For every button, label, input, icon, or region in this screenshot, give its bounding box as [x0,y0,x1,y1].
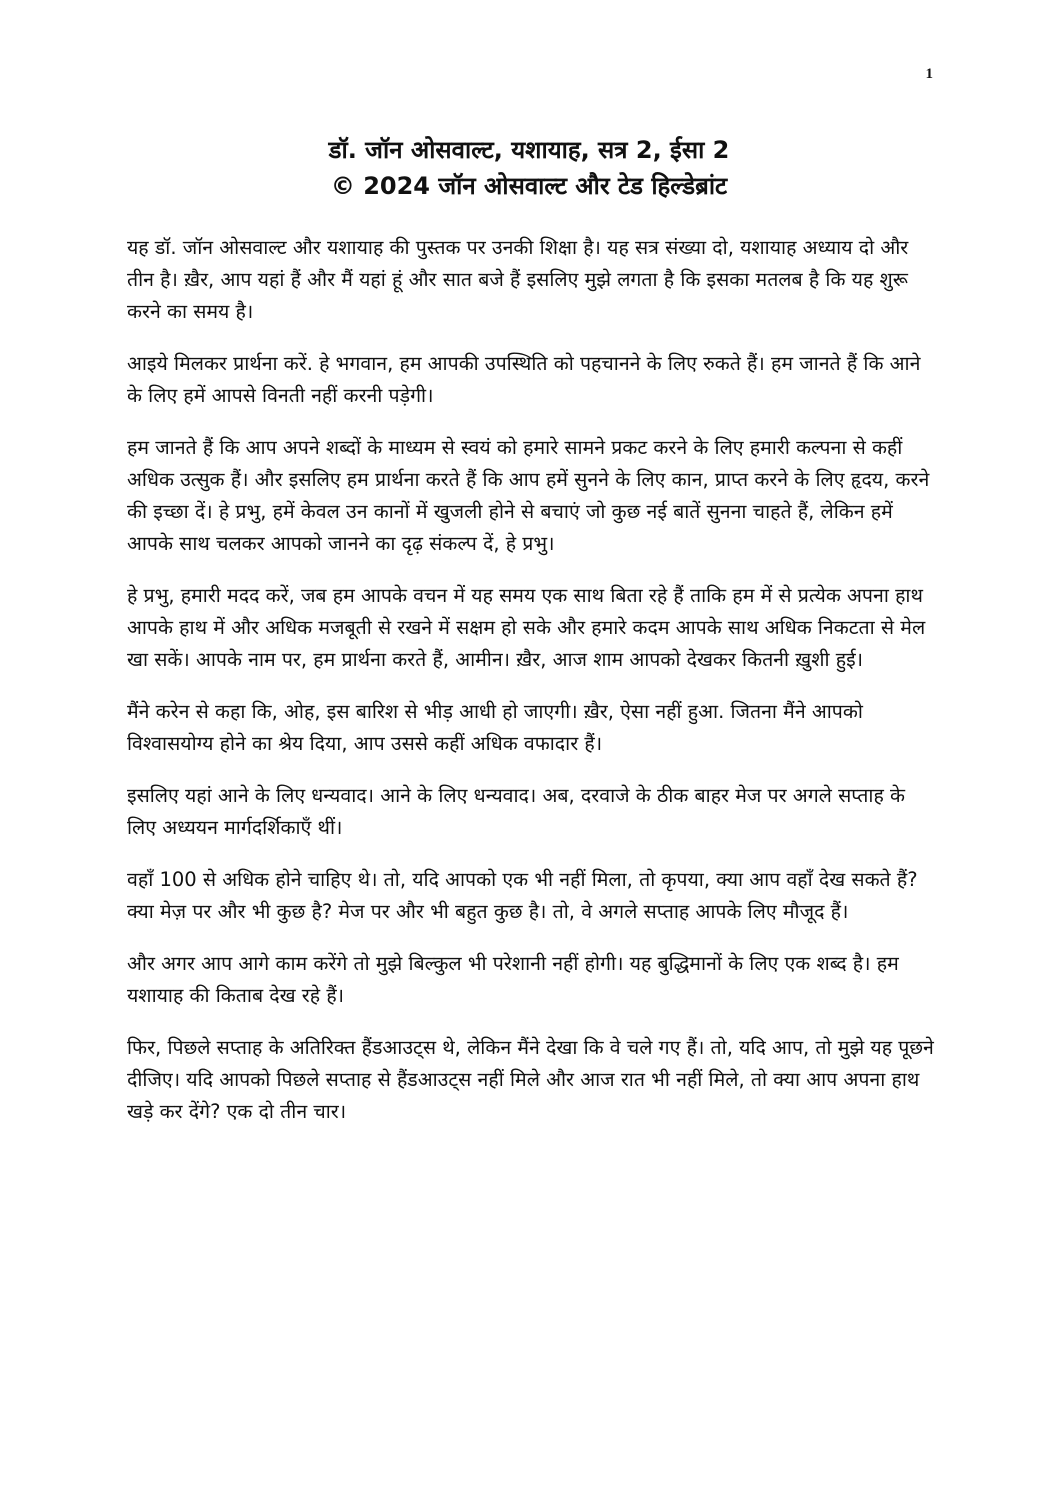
paragraph: फिर, पिछले सप्ताह के अतिरिक्त हैंडआउट्स थे, लेकिन मैंने देखा कि वे चले गए हैं। तो, यदि आप, तो मुझे यह पूछने दीजिए। यदि आपको पिछले सप्ताह से हैंडआउट्स नहीं मिले और आज रात भी नहीं मिले, तो क्या आप अपना हाथ खड़े कर देंगे? एक दो तीन चार। [127,1036,934,1123]
paragraph: मैंने करेन से कहा कि, ओह, इस बारिश से भीड़ आधी हो जाएगी। ख़ैर, ऐसा नहीं हुआ. जितना मैंने आपको विश्वासयोग्य होने का श्रेय दिया, आप उससे कहीं अधिक वफादार हैं। [127,700,863,755]
paragraph: हे प्रभु, हमारी मदद करें, जब हम आपके वचन में यह समय एक साथ बिता रहे हैं ताकि हम में से प्रत्येक अपना हाथ आपके हाथ में और अधिक मजबूती से रखने में सक्षम हो सके और हमारे कदम आपके साथ अधिक निकटता से मेल खा सकें। आपके नाम पर, हम प्रार्थना करते हैं, आमीन। ख़ैर, आज शाम आपको देखकर कितनी ख़ुशी हुई। [127,584,926,671]
paragraph: और अगर आप आगे काम करेंगे तो मुझे बिल्कुल भी परेशानी नहीं होगी। यह बुद्धिमानों के लिए एक शब्द है। हम यशायाह की किताब देख रहे हैं। [127,952,899,1007]
document-title [0,132,1058,204]
page-number: 1 [925,66,933,82]
paragraph: आइये मिलकर प्रार्थना करें. हे भगवान, हम आपकी उपस्थिति को पहचानने के लिए रुकते हैं। हम जानते हैं कि आने के लिए हमें आपसे विनती नहीं करनी पड़ेगी। [127,352,921,407]
document-body [127,232,937,1148]
paragraph: वहाँ 100 से अधिक होने चाहिए थे। तो, यदि आपको एक भी नहीं मिला, तो कृपया, क्या आप वहाँ देख सकते हैं? क्या मेज़ पर और भी कुछ है? मेज पर और भी बहुत कुछ है। तो, वे अगले सप्ताह आपके लिए मौजूद हैं। [127,868,918,923]
paragraph: यह डॉ. जॉन ओसवाल्ट और यशायाह की पुस्तक पर उनकी शिक्षा है। यह सत्र संख्या दो, यशायाह अध्याय दो और तीन है। ख़ैर, आप यहां हैं और मैं यहां हूं और सात बजे हैं इसलिए मुझे लगता है कि इसका मतलब है कि यह शुरू करने का समय है। [127,236,909,323]
paragraph: हम जानते हैं कि आप अपने शब्दों के माध्यम से स्वयं को हमारे सामने प्रकट करने के लिए हमारी कल्पना से कहीं अधिक उत्सुक हैं। और इसलिए हम प्रार्थना करते हैं कि आप हमें सुनने के लिए कान, प्राप्त करने के लिए हृदय, करने की इच्छा दें। हे प्रभु, हमें केवल उन कानों में खुजली होने से बचाएं जो कुछ नई बातें सुनना चाहते हैं, लेकिन हमें आपके साथ चलकर आपको जानने का दृढ़ संकल्प दें, हे प्रभु। [127,436,930,555]
paragraph: इसलिए यहां आने के लिए धन्यवाद। आने के लिए धन्यवाद। अब, दरवाजे के ठीक बाहर मेज पर अगले सप्ताह के लिए अध्ययन मार्गदर्शिकाएँ थीं। [127,784,905,839]
title-line-1: डॉ. जॉन ओसवाल्ट, यशायाह, सत्र 2, ईसा 2 [328,136,730,164]
title-line-2: © 2024 जॉन ओसवाल्ट और टेड हिल्डेब्रांट [330,172,728,200]
